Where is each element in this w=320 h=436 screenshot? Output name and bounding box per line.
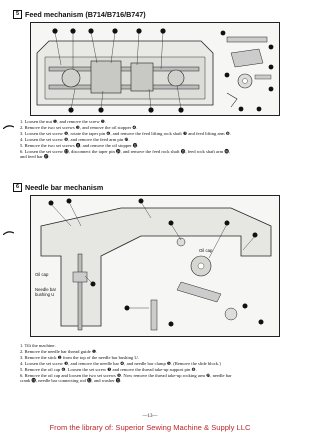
list-item: 6. Loosen the set screw ⓭, disconnect the taper pin ⓮, and remove the feed rock shaft ⓯, feed rock shaft arm ⓰, xyxy=(20,148,231,154)
list-item: and feed bar ⓱. xyxy=(20,154,50,160)
list-item: 1. Loosen the nut ❶, and remove the screw ❷. xyxy=(20,119,107,124)
section-1-title: Feed mechanism (B714/B716/B747) xyxy=(25,10,146,19)
list-item: 3. Remove the stick ❷ from the top of the needle bar bushing U. xyxy=(20,354,139,360)
list-item: crank ⓫, needle bar connecting rod ⓬, and washer ⓭. xyxy=(20,378,122,384)
section-2-steps xyxy=(20,343,282,384)
list-item: 3. Loosen the set screw ❺, rotate the taper pin ❻, and remove the feed lifting rock shaft ❼ and feed lifting arm ❽. xyxy=(20,130,232,136)
list-item: 2. Remove the two set screws ❸, and remove the oil stopper ❹. xyxy=(20,124,138,130)
oil-cap-callout-left: Oil cap xyxy=(35,272,49,277)
list-item: 2. Remove the needle bar thread guide ❶. xyxy=(20,348,98,354)
list-item: 5. Remove the two set screws ⓫, and remove the oil stopper ⓬. xyxy=(20,142,139,148)
margin-tick-mark xyxy=(3,222,14,227)
needle-bar-bushing-callout: Needle bar bushing U xyxy=(35,287,57,297)
list-item: 5. Remove the oil cap ❻. Loosen the set screw ❼ and remove the thread take-up support pin ❽. xyxy=(20,366,197,372)
section-1-steps xyxy=(20,119,282,160)
list-item: 6. Remove the oil cap and loosen the two set screws ❾. Now remove the thread take-up rocking arm ❿, needle bar xyxy=(20,372,232,378)
section-2-title: Needle bar mechanism xyxy=(25,183,104,192)
library-footer: From the library of: Superior Sewing Machine & Supply LLC xyxy=(49,423,251,432)
oil-cap-callout-right: Oil cap xyxy=(199,248,213,253)
margin-tick-mark xyxy=(3,116,14,121)
list-item: 4. Loosen the set screw ❸, and remove the needle bar ❹, and needle bar clamp ❺. (Remove the slide block.) xyxy=(20,360,221,366)
page-number: —13— xyxy=(142,414,158,419)
section-1-number: 5 xyxy=(13,10,22,19)
list-item: 4. Loosen the set screw ❾, and remove the feed arm pin ❿. xyxy=(20,136,130,142)
needle-bar-figure xyxy=(30,195,280,337)
section-2-heading xyxy=(13,183,103,192)
needle-bar-drawing xyxy=(31,196,279,336)
feed-mechanism-drawing xyxy=(31,23,279,115)
feed-mechanism-figure xyxy=(30,22,280,116)
section-1-heading xyxy=(13,10,146,19)
section-2-number: 6 xyxy=(13,183,22,192)
list-item: 1. Tilt the machine. xyxy=(20,343,56,348)
